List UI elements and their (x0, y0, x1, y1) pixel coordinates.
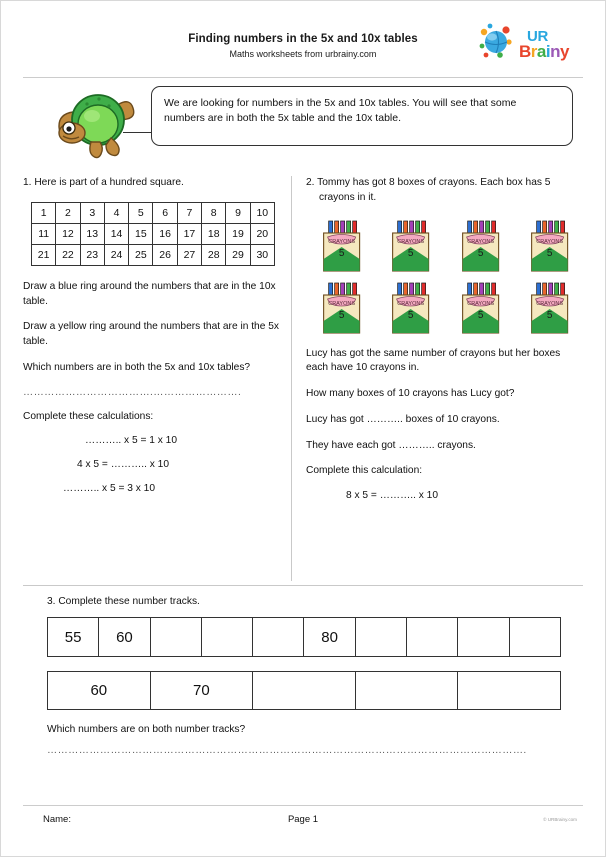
svg-text:5: 5 (338, 247, 345, 259)
q1-instruction-blue: Draw a blue ring around the numbers that are in the 10x table. (23, 280, 276, 307)
svg-text:5: 5 (408, 309, 414, 321)
hs-cell[interactable]: 27 (177, 244, 201, 265)
track1-cell[interactable] (151, 618, 202, 656)
hs-cell[interactable]: 24 (104, 244, 128, 265)
hs-cell[interactable]: 19 (226, 223, 250, 244)
q2-calculation[interactable]: 8 x 5 = ……….. x 10 (346, 490, 439, 502)
q1-question-both: Which numbers are in both the 5x and 10x tables? (23, 361, 251, 373)
svg-text:CRAYONS: CRAYONS (328, 238, 356, 245)
track2-cell[interactable]: 60 (48, 672, 151, 709)
q2-lucy-same: Lucy has got the same number of crayons but her boxes each have 10 crayons in. (306, 347, 561, 374)
crayon-box-icon (449, 217, 510, 273)
hs-cell[interactable]: 16 (153, 223, 177, 244)
q1-calculation-1[interactable]: ……….. x 5 = 1 x 10 (85, 435, 178, 447)
track2-cell[interactable] (253, 672, 356, 709)
q1-prompt: 1. Here is part of a hundred square. (23, 177, 184, 188)
crayon-box-icon (518, 279, 579, 335)
track1-cell[interactable] (202, 618, 253, 656)
table-row (32, 244, 275, 265)
hs-cell[interactable]: 11 (32, 223, 56, 244)
logo-wordmark (519, 28, 569, 62)
q1-calculation-2[interactable]: 4 x 5 = ……….. x 10 (77, 459, 170, 471)
footer-divider (23, 805, 583, 806)
hs-cell[interactable]: 4 (104, 202, 128, 223)
hs-cell[interactable]: 26 (153, 244, 177, 265)
hs-cell[interactable]: 5 (129, 202, 153, 223)
hs-cell[interactable]: 8 (202, 202, 226, 223)
logo-letter-a: a (536, 42, 546, 62)
logo-letter-y: y (560, 42, 569, 62)
svg-text:5: 5 (546, 247, 553, 259)
svg-text:5: 5 (338, 309, 345, 321)
hs-cell[interactable]: 29 (226, 244, 250, 265)
page-header (23, 19, 583, 75)
question-1-column (23, 176, 291, 581)
q2-complete-label: Complete this calculation: (306, 465, 423, 477)
speech-bubble: We are looking for numbers in the 5x and 10x tables. You will see that some numbers are in both the 5x table and the 10x table. (151, 86, 573, 146)
crayon-box-grid (310, 217, 579, 335)
svg-text:5: 5 (477, 247, 483, 259)
logo-letter-n: n (550, 42, 560, 62)
q2-lucy-answer[interactable]: Lucy has got ……….. boxes of 10 crayons. (306, 413, 500, 425)
svg-text:CRAYONS: CRAYONS (397, 300, 425, 307)
crayon-box-icon (518, 217, 579, 273)
table-row (32, 223, 275, 244)
page-footer (23, 805, 583, 830)
crayon-box-icon (379, 279, 440, 335)
hs-cell[interactable]: 20 (250, 223, 274, 244)
intro-section (23, 84, 583, 166)
footer-row (23, 814, 583, 830)
hs-cell[interactable]: 10 (250, 202, 274, 223)
track2-cell[interactable]: 70 (151, 672, 254, 709)
crayon-box-icon (379, 217, 440, 273)
hs-cell[interactable]: 25 (129, 244, 153, 265)
crayon-box-icon (310, 217, 371, 273)
hs-cell[interactable]: 15 (129, 223, 153, 244)
hs-cell[interactable]: 23 (80, 244, 104, 265)
crayon-box-icon (449, 279, 510, 335)
question-2-column (292, 176, 583, 581)
svg-text:CRAYONS: CRAYONS (397, 238, 425, 245)
svg-text:5: 5 (546, 309, 553, 321)
number-track-2 (47, 671, 561, 710)
logo-letter-r: r (530, 42, 537, 62)
q1-complete-label: Complete these calculations: (23, 410, 154, 422)
header-divider (23, 77, 583, 78)
hs-cell[interactable]: 3 (80, 202, 104, 223)
hs-cell[interactable]: 30 (250, 244, 274, 265)
q3-prompt: 3. Complete these number tracks. (47, 596, 200, 607)
page-title: Finding numbers in the 5x and 10x tables (188, 33, 418, 45)
logo-brainy-text (519, 44, 569, 60)
svg-text:5: 5 (408, 247, 414, 259)
hs-cell[interactable]: 22 (56, 244, 80, 265)
track2-cell[interactable] (356, 672, 459, 709)
section3-divider (23, 585, 583, 586)
track1-cell[interactable]: 60 (99, 618, 150, 656)
svg-text:CRAYONS: CRAYONS (466, 238, 494, 245)
q1-answer-line[interactable]: ……………………………….……………………. (23, 386, 242, 398)
logo-ur-text: UR (527, 28, 549, 46)
q1-instruction-yellow: Draw a yellow ring around the numbers that are in the 5x table. (23, 321, 279, 348)
hs-cell[interactable]: 7 (177, 202, 201, 223)
track2-cell[interactable] (458, 672, 560, 709)
svg-text:CRAYONS: CRAYONS (328, 300, 356, 307)
svg-text:CRAYONS: CRAYONS (466, 300, 494, 307)
q3-question-both: Which numbers are on both number tracks? (47, 724, 246, 735)
hs-cell[interactable]: 17 (177, 223, 201, 244)
svg-text:CRAYONS: CRAYONS (535, 300, 563, 307)
name-label[interactable]: Name: (43, 814, 71, 825)
hs-cell[interactable]: 12 (56, 223, 80, 244)
hundred-square-grid (31, 202, 275, 266)
turtle-mascot-icon (43, 84, 153, 164)
track1-cell[interactable] (253, 618, 304, 656)
track1-cell[interactable] (458, 618, 509, 656)
hs-cell[interactable]: 28 (202, 244, 226, 265)
track1-cell[interactable]: 55 (48, 618, 99, 656)
crayon-box-icon (310, 279, 371, 335)
table-row (32, 202, 275, 223)
q2-lucy-question: How many boxes of 10 crayons has Lucy got? (306, 388, 515, 400)
hs-cell[interactable]: 14 (104, 223, 128, 244)
q1-calculation-3[interactable]: ……….. x 5 = 3 x 10 (63, 483, 156, 495)
track1-cell[interactable] (356, 618, 407, 656)
track1-cell[interactable] (407, 618, 458, 656)
q3-answer-line[interactable]: ………………………………………………………………………………………………………………………. (47, 745, 527, 756)
question-3-section (23, 596, 583, 756)
svg-text:5: 5 (477, 309, 483, 321)
hs-cell[interactable]: 13 (80, 223, 104, 244)
q2-each-got[interactable]: They have each got ……….. crayons. (306, 439, 476, 451)
globe-brain-logo-icon (475, 22, 517, 69)
track1-cell[interactable] (510, 618, 560, 656)
track1-cell[interactable]: 80 (304, 618, 355, 656)
logo-letter-b: B (519, 42, 531, 62)
logo-letter-i: i (545, 42, 551, 62)
hs-cell[interactable]: 1 (32, 202, 56, 223)
q2-prompt: 2. Tommy has got 8 boxes of crayons. Each box has 5 crayons in it. (306, 177, 551, 203)
number-track-1 (47, 617, 561, 657)
questions-columns (23, 176, 583, 581)
hs-cell[interactable]: 6 (153, 202, 177, 223)
hs-cell[interactable]: 9 (226, 202, 250, 223)
page-subtitle: Maths worksheets from urbrainy.com (229, 49, 377, 59)
svg-text:CRAYONS: CRAYONS (535, 238, 563, 245)
hs-cell[interactable]: 21 (32, 244, 56, 265)
copyright-notice: © URBrainy.com (543, 817, 577, 822)
page-number: Page 1 (287, 814, 319, 825)
hs-cell[interactable]: 18 (202, 223, 226, 244)
urbrainy-logo[interactable] (475, 21, 583, 69)
hs-cell[interactable]: 2 (56, 202, 80, 223)
